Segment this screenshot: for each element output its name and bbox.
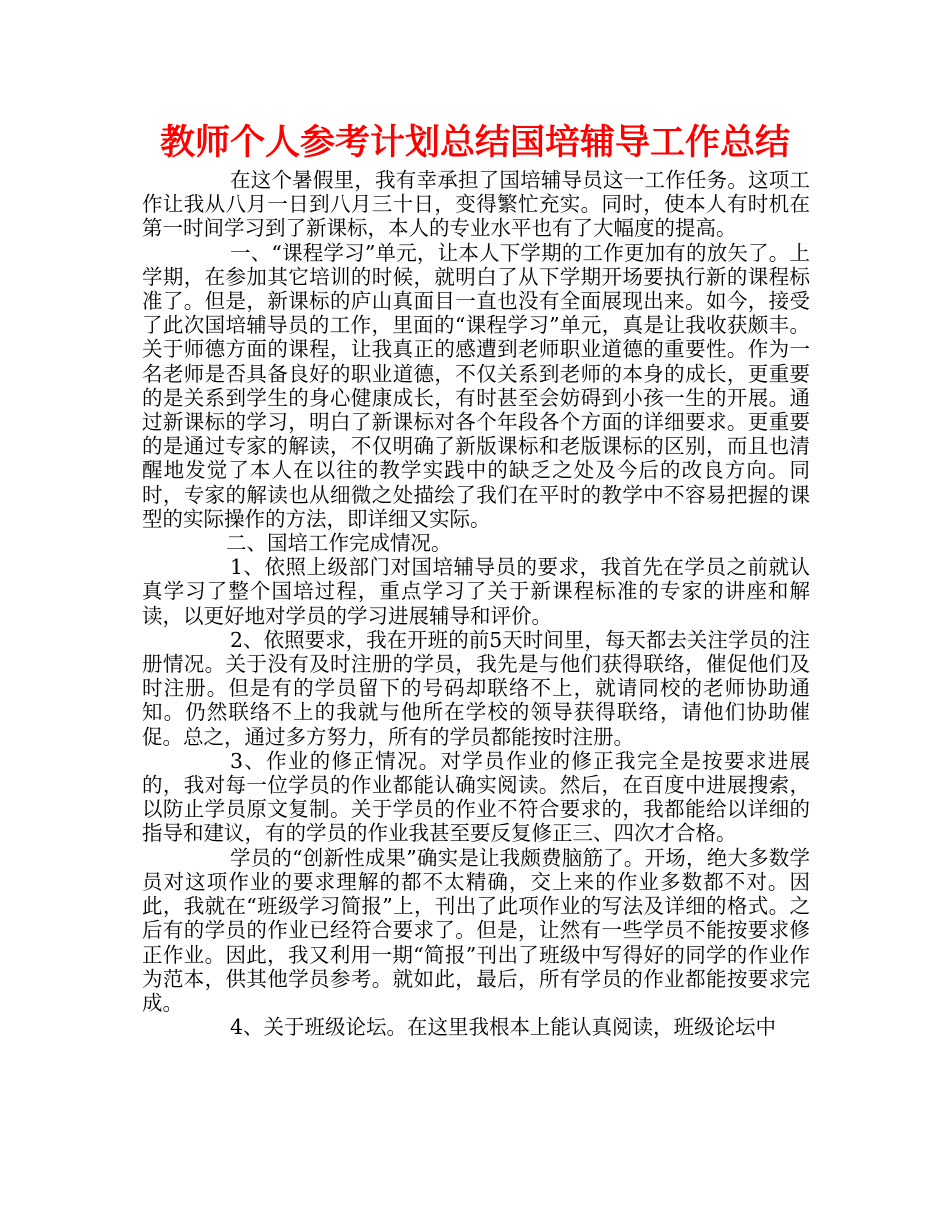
paragraph-section-2-heading: 二、国培工作完成情况。 xyxy=(226,531,452,556)
document-title: 教师个人参考计划总结国培辅导工作总结 xyxy=(159,123,790,163)
paragraph-item-4: 4、关于班级论坛。在这里我根本上能认真阅读，班级论坛中 xyxy=(230,1015,777,1040)
paragraph-intro: 在这个暑假里，我有幸承担了国培辅导员这一工作任务。这项工作让我从八月一日到八月三十日，变得繁忙充实。同时，使本人有时机在第一时间学习到了新课标，本人的专业水平也有了大幅度的提高。 xyxy=(142,168,810,241)
paragraph-item-2: 2、依照要求，我在开班的前5天时间里，每天都去关注学员的注册情况。关于没有及时注册的学员，我先是与他们获得联络，催促他们及时注册。但是有的学员留下的号码却联络不上，就请同校的老师协助通知。仍然联络不上的我就与他所在学校的领导获得联络，请他们协助催促。总之，通过多方努力，所有的学员都能按时注册。 xyxy=(142,627,810,749)
document-body xyxy=(142,168,810,1039)
paragraph-innovation: 学员的“创新性成果”确实是让我颇费脑筋了。开场，绝大多数学员对这项作业的要求理解的都不太精确，交上来的作业多数都不对。因此，我就在“班级学习简报”上，刊出了此项作业的写法及详细的格式。之后有的学员的作业已经符合要求了。但是，让然有一些学员不能按要求修正作业。因此，我又利用一期“简报”刊出了班级中写得好的同学的作业作为范本，供其他学员参考。就如此，最后，所有学员的作业都能按要求完成。 xyxy=(142,845,810,1015)
paragraph-item-1: 1、依照上级部门对国培辅导员的要求，我首先在学员之前就认真学习了整个国培过程，重点学习了关于新课程标准的专家的讲座和解读，以更好地对学员的学习进展辅导和评价。 xyxy=(142,555,810,628)
paragraph-section-1: 一、“课程学习”单元，让本人下学期的工作更加有的放矢了。上学期，在参加其它培训的时候，就明白了从下学期开场要执行新的课程标准了。但是，新课标的庐山真面目一直也没有全面展现出来。如今，接受了此次国培辅导员的工作，里面的“课程学习”单元，真是让我收获颇丰。关于师德方面的课程，让我真正的感遭到老师职业道德的重要性。作为一名老师是否具备良好的职业道德，不仅关系到老师的本身的成长，更重要的是关系到学生的身心健康成长，有时甚至会妨碍到小孩一生的开展。通过新课标的学习，明白了新课标对各个年段各个方面的详细要求。更重要的是通过专家的解读，不仅明确了新版课标和老版课标的区别，而且也清醒地发觉了本人在以往的教学实践中的缺乏之处及今后的改良方向。同时，专家的解读也从细微之处描绘了我们在平时的教学中不容易把握的课型的实际操作的方法，即详细又实际。 xyxy=(142,240,810,531)
paragraph-item-3: 3、作业的修正情况。对学员作业的修正我完全是按要求进展的，我对每一位学员的作业都能认确实阅读。然后，在百度中进展搜索，以防止学员原文复制。关于学员的作业不符合要求的，我都能给以详细的指导和建议，有的学员的作业我甚至要反复修正三、四次才合格。 xyxy=(142,748,810,846)
